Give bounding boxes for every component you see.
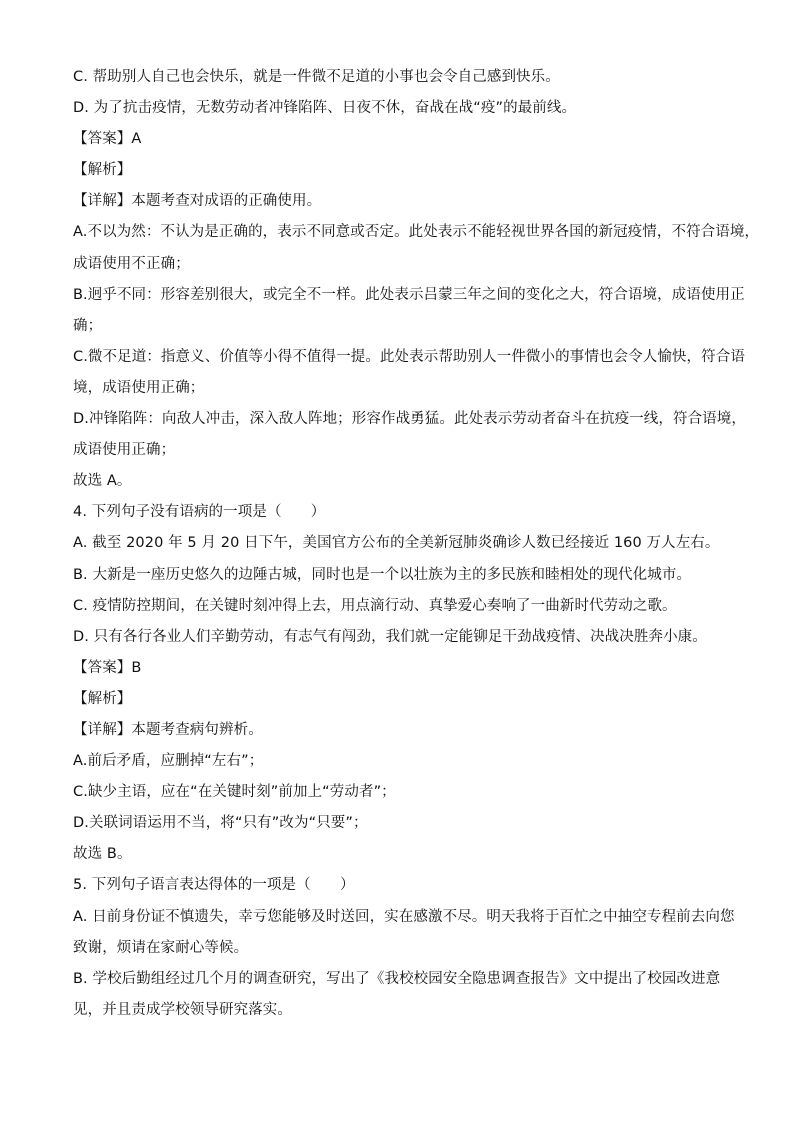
explanation-d-line-2: 成语使用正确； bbox=[73, 442, 176, 459]
answer-label: 【答案】A bbox=[73, 131, 142, 148]
question-5-option-a-line-1: A. 日前身份证不慎遗失，幸亏您能够及时送回，实在感激不尽。明天我将于百忙之中抽空专程前去向您 bbox=[73, 908, 735, 925]
question-4-option-b: B. 大新是一座历史悠久的边陲古城，同时也是一个以壮族为主的多民族和睦相处的现代化城市。 bbox=[73, 566, 692, 583]
detail-text: 【详解】本题考查对成语的正确使用。 bbox=[73, 193, 322, 210]
question-5-option-b-line-1: B. 学校后勤组经过几个月的调查研究，写出了《我校校园安全隐患调查报告》文中提出了校园改进意 bbox=[73, 970, 721, 987]
question-4-option-d: D. 只有各行各业人们辛勤劳动，有志气有闯劲，我们就一定能铆足干劲战疫情、决战决胜奔小康。 bbox=[73, 628, 707, 645]
option-c-text: C. 帮助别人自己也会快乐，就是一件微不足道的小事也会令自己感到快乐。 bbox=[73, 69, 560, 85]
question-4-option-c: C. 疫情防控期间，在关键时刻冲得上去，用点滴行动、真挚爱心奏响了一曲新时代劳动之歌。 bbox=[73, 597, 677, 614]
explanation-b-line-1: B.迥乎不同：形容差别很大，或完全不一样。此处表示吕蒙三年之间的变化之大，符合语境，成语使用正 bbox=[73, 286, 745, 303]
explanation-a-line-1: A.不以为然：不认为是正确的，表示不同意或否定。此处表示不能轻视世界各国的新冠疫情，不符合语境， bbox=[73, 224, 760, 241]
document-page bbox=[73, 62, 760, 1026]
question-4-answer-label: 【答案】B bbox=[73, 659, 142, 676]
explanation-d-line-1: D.冲锋陷阵：向敌人冲击，深入敌人阵地；形容作战勇猛。此处表示劳动者奋斗在抗疫一线，符合语境， bbox=[73, 411, 746, 428]
explanation-c-line-2: 境，成语使用正确； bbox=[73, 379, 205, 396]
question-4-detail: 【详解】本题考查病句辨析。 bbox=[73, 721, 263, 738]
explanation-c-line-1: C.微不足道：指意义、价值等小得不值得一提。此处表示帮助别人一件微小的事情也会令人愉快，符合语 bbox=[73, 348, 745, 365]
explanation-a-line-2: 成语使用不正确； bbox=[73, 255, 190, 272]
question-5-option-b-line-2: 见，并且责成学校领导研究落实。 bbox=[73, 1001, 292, 1018]
question-5-option-a-line-2: 致谢，烦请在家耐心等候。 bbox=[73, 939, 249, 956]
question-4-conclusion: 故选 B。 bbox=[73, 846, 132, 863]
analysis-label: 【解析】 bbox=[73, 162, 132, 179]
option-d-text: D. 为了抗击疫情，无数劳动者冲锋陷阵、日夜不休，奋战在战“疫”的最前线。 bbox=[73, 100, 577, 117]
question-4-explanation-a: A.前后矛盾，应删掉“左右”； bbox=[73, 753, 264, 770]
question-5-stem: 5. 下列句子语言表达得体的一项是（ ） bbox=[73, 877, 355, 894]
explanation-b-line-2: 确； bbox=[73, 317, 103, 334]
question-4-option-a: A. 截至 2020 年 5 月 20 日下午，美国官方公布的全美新冠肺炎确诊人数已经接近 160 万人左右。 bbox=[73, 535, 720, 552]
question-4-explanation-c: C.缺少主语，应在“在关键时刻”前加上“劳动者”； bbox=[73, 784, 396, 801]
question-4-stem: 4. 下列句子没有语病的一项是（ ） bbox=[73, 504, 326, 521]
choice-conclusion: 故选 A。 bbox=[73, 473, 132, 490]
question-4-explanation-d: D.关联词语运用不当，将“只有”改为“只要”； bbox=[73, 815, 368, 832]
question-4-analysis-label: 【解析】 bbox=[73, 690, 132, 707]
